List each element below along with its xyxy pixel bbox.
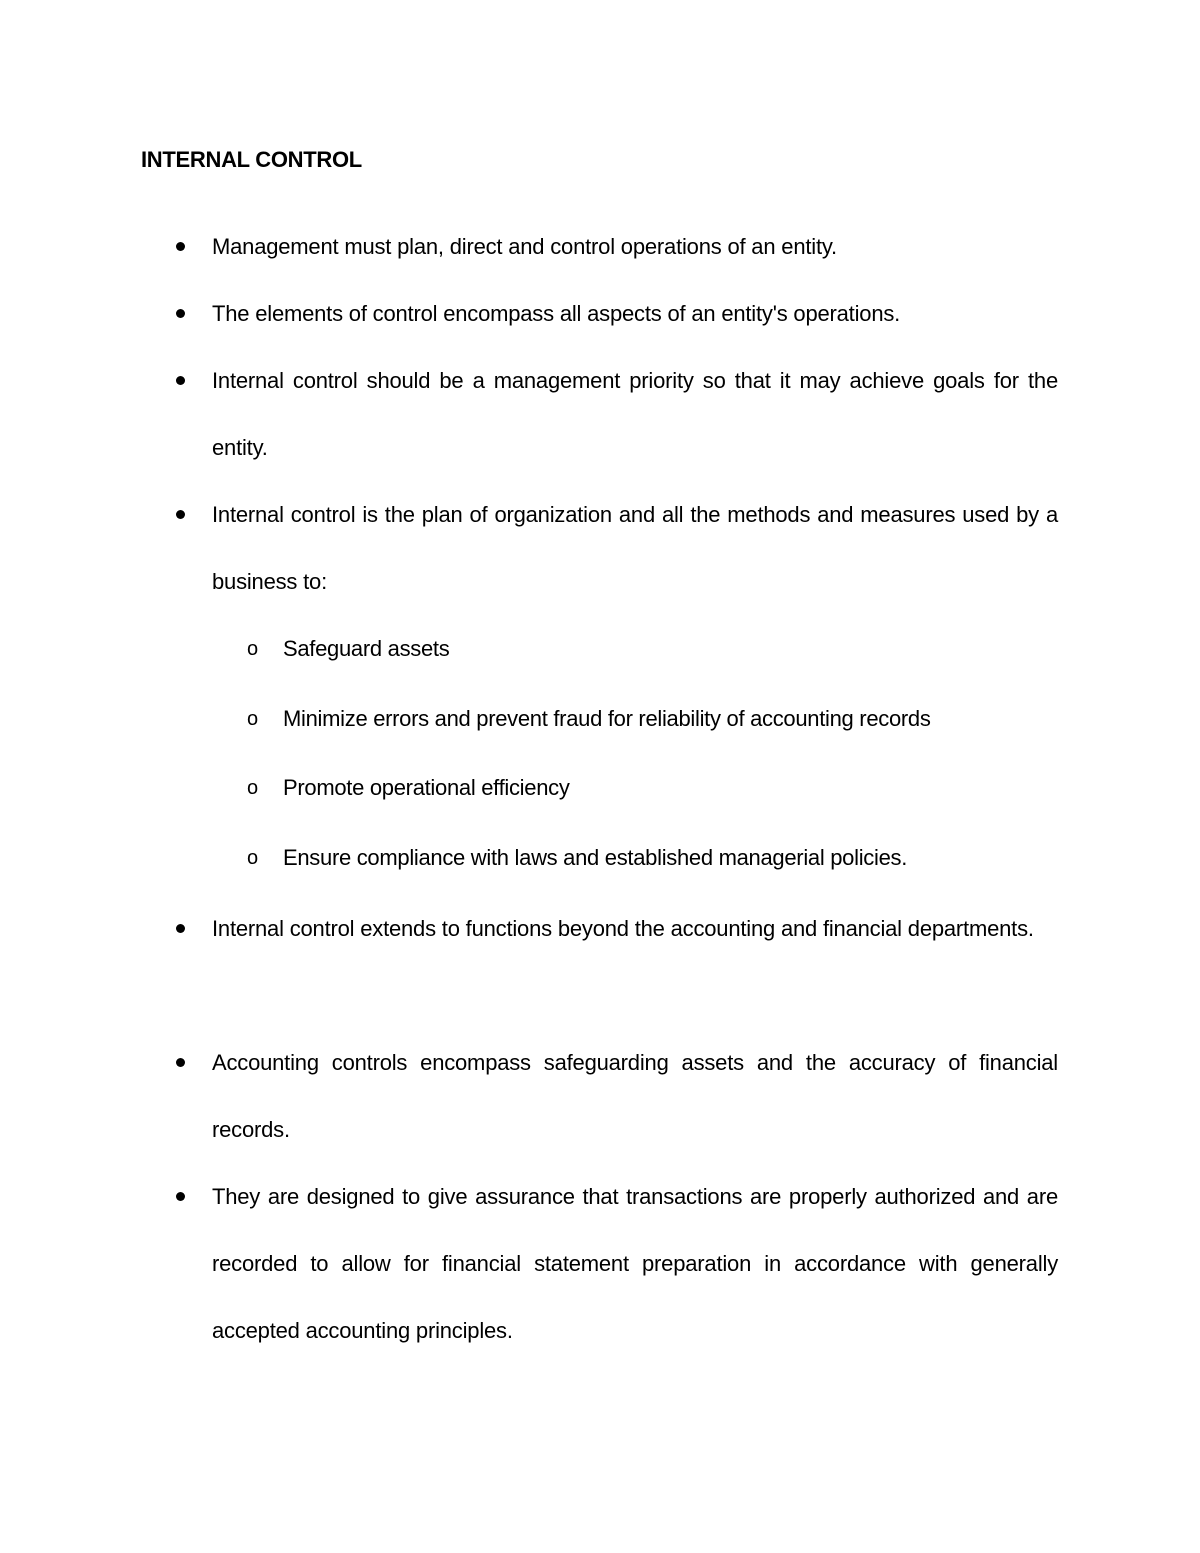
sub-list-item: [247, 843, 1073, 873]
bullet-icon: [176, 376, 185, 385]
list-item: [212, 895, 1058, 962]
list-item-text: The elements of control encompass all aspects of an entity's operations.: [212, 301, 901, 326]
list-item-text: Internal control should be a management priority so that it may achieve goals for the entity.: [212, 368, 1058, 460]
bullet-icon: [176, 242, 185, 251]
circle-bullet-icon: o: [247, 638, 259, 660]
list-item-text: Internal control is the plan of organization and all the methods and measures used by a business to:: [212, 502, 1058, 594]
sub-list-item-text: Promote operational efficiency: [283, 775, 570, 800]
sub-list-item: [247, 704, 1073, 734]
list-item: [212, 213, 1058, 280]
circle-bullet-icon: o: [247, 847, 259, 869]
circle-bullet-icon: o: [247, 777, 259, 799]
list-item-text: Management must plan, direct and control operations of an entity.: [212, 234, 837, 259]
list-item: [212, 481, 1058, 615]
bullet-icon: [176, 309, 185, 318]
sub-list-item-text: Ensure compliance with laws and established managerial policies.: [283, 845, 908, 870]
bullet-icon: [176, 510, 185, 519]
page-title: INTERNAL CONTROL: [141, 147, 362, 172]
sub-list-item-text: Safeguard assets: [283, 636, 450, 661]
list-item: [212, 280, 1058, 347]
list-item: [212, 1163, 1058, 1364]
sub-list-item: [247, 773, 1073, 803]
sub-list-item: [247, 634, 1073, 664]
list-item: [212, 347, 1058, 481]
circle-bullet-icon: o: [247, 708, 259, 730]
list-item: [212, 1029, 1058, 1163]
bullet-icon: [176, 1192, 185, 1201]
list-item-text: Accounting controls encompass safeguarding assets and the accuracy of financial records.: [212, 1050, 1058, 1142]
sub-list-item-text: Minimize errors and prevent fraud for reliability of accounting records: [283, 706, 931, 731]
bullet-icon: [176, 924, 185, 933]
bullet-icon: [176, 1058, 185, 1067]
list-item-text: Internal control extends to functions beyond the accounting and financial departments.: [212, 916, 1034, 941]
list-item-text: They are designed to give assurance that transactions are properly authorized and are recorded to allow for financial statement preparation in accordance with generally accepted accounting principles.: [212, 1184, 1058, 1343]
